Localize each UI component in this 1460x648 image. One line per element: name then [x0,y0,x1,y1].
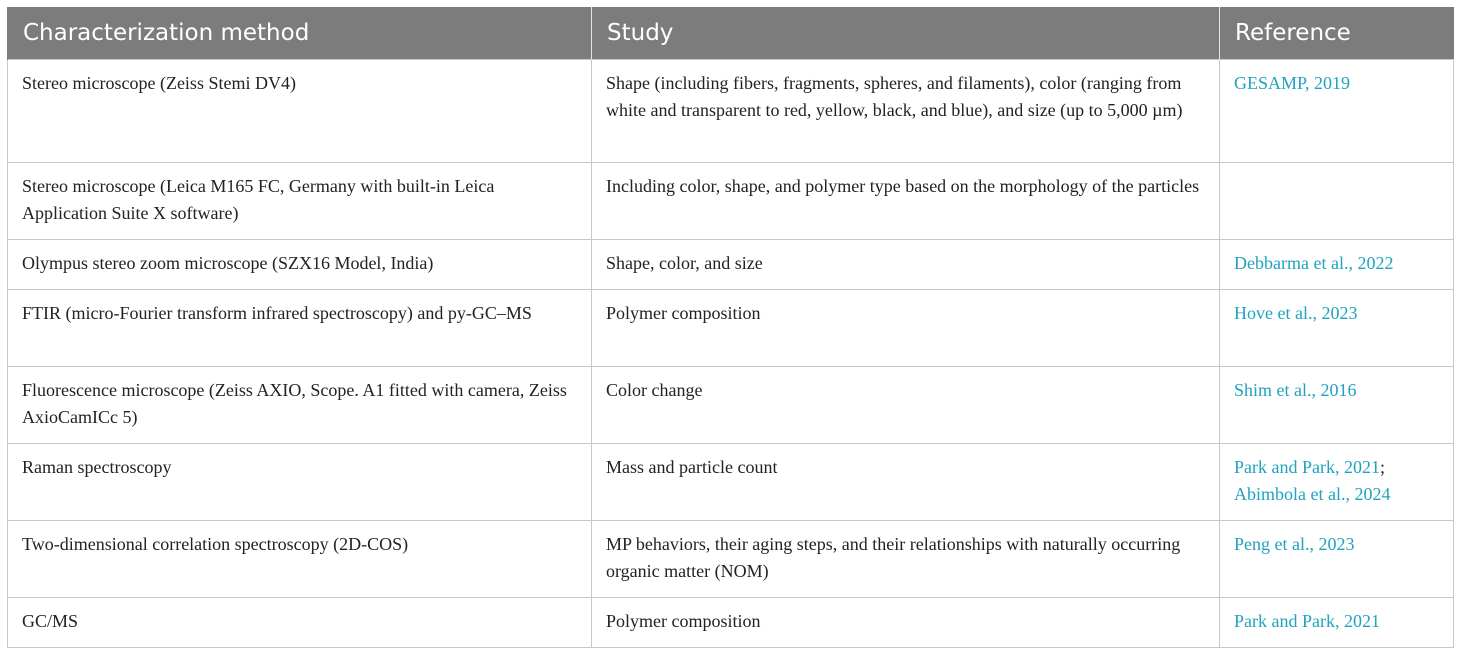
reference-link[interactable]: Peng et al., 2023 [1234,534,1355,554]
study-cell: Shape, color, and size [592,240,1220,290]
header-characterization-method: Characterization method [8,7,592,60]
method-cell: GC/MS [8,598,592,648]
study-cell: Mass and particle count [592,444,1220,521]
study-cell: Including color, shape, and polymer type based on the morphology of the particles [592,163,1220,240]
study-cell: Shape (including fibers, fragments, spheres, and filaments), color (ranging from white and transparent to red, yellow, black, and blue), and size (up to 5,000 µm) [592,60,1220,163]
table-row [8,367,1454,444]
study-cell: Polymer composition [592,598,1220,648]
reference-cell [1220,367,1454,444]
table-row [8,290,1454,367]
reference-link[interactable]: Debbarma et al., 2022 [1234,253,1394,273]
characterization-table [7,7,1454,648]
table-row [8,240,1454,290]
method-cell: Two-dimensional correlation spectroscopy (2D-COS) [8,521,592,598]
method-cell: Raman spectroscopy [8,444,592,521]
reference-cell [1220,598,1454,648]
reference-link[interactable]: Park and Park, 2021 [1234,611,1380,631]
method-cell: Fluorescence microscope (Zeiss AXIO, Scope. A1 fitted with camera, Zeiss AxioCamICc 5) [8,367,592,444]
reference-link[interactable]: Shim et al., 2016 [1234,380,1357,400]
reference-cell: Park and Park, 2021; Abimbola et al., 2024 [1220,444,1454,521]
reference-cell [1220,60,1454,163]
method-cell: FTIR (micro-Fourier transform infrared spectroscopy) and py-GC–MS [8,290,592,367]
characterization-table-container [7,7,1453,648]
reference-cell [1220,521,1454,598]
method-cell: Stereo microscope (Leica M165 FC, Germany with built-in Leica Application Suite X software) [8,163,592,240]
reference-link[interactable]: GESAMP, 2019 [1234,73,1351,93]
header-reference: Reference [1220,7,1454,60]
table-row [8,598,1454,648]
study-cell: Polymer composition [592,290,1220,367]
table-row [8,444,1454,521]
method-cell: Olympus stereo zoom microscope (SZX16 Model, India) [8,240,592,290]
table-row [8,60,1454,163]
study-cell: Color change [592,367,1220,444]
table-row [8,521,1454,598]
reference-link[interactable]: Abimbola et al., 2024 [1234,484,1391,504]
header-study: Study [592,7,1220,60]
reference-link[interactable]: Park and Park, 2021 [1234,457,1380,477]
method-cell: Stereo microscope (Zeiss Stemi DV4) [8,60,592,163]
reference-cell [1220,163,1454,240]
study-cell: MP behaviors, their aging steps, and their relationships with naturally occurring organic matter (NOM) [592,521,1220,598]
reference-link[interactable]: Hove et al., 2023 [1234,303,1358,323]
table-header-row [8,7,1454,60]
reference-cell [1220,240,1454,290]
reference-cell [1220,290,1454,367]
table-row [8,163,1454,240]
